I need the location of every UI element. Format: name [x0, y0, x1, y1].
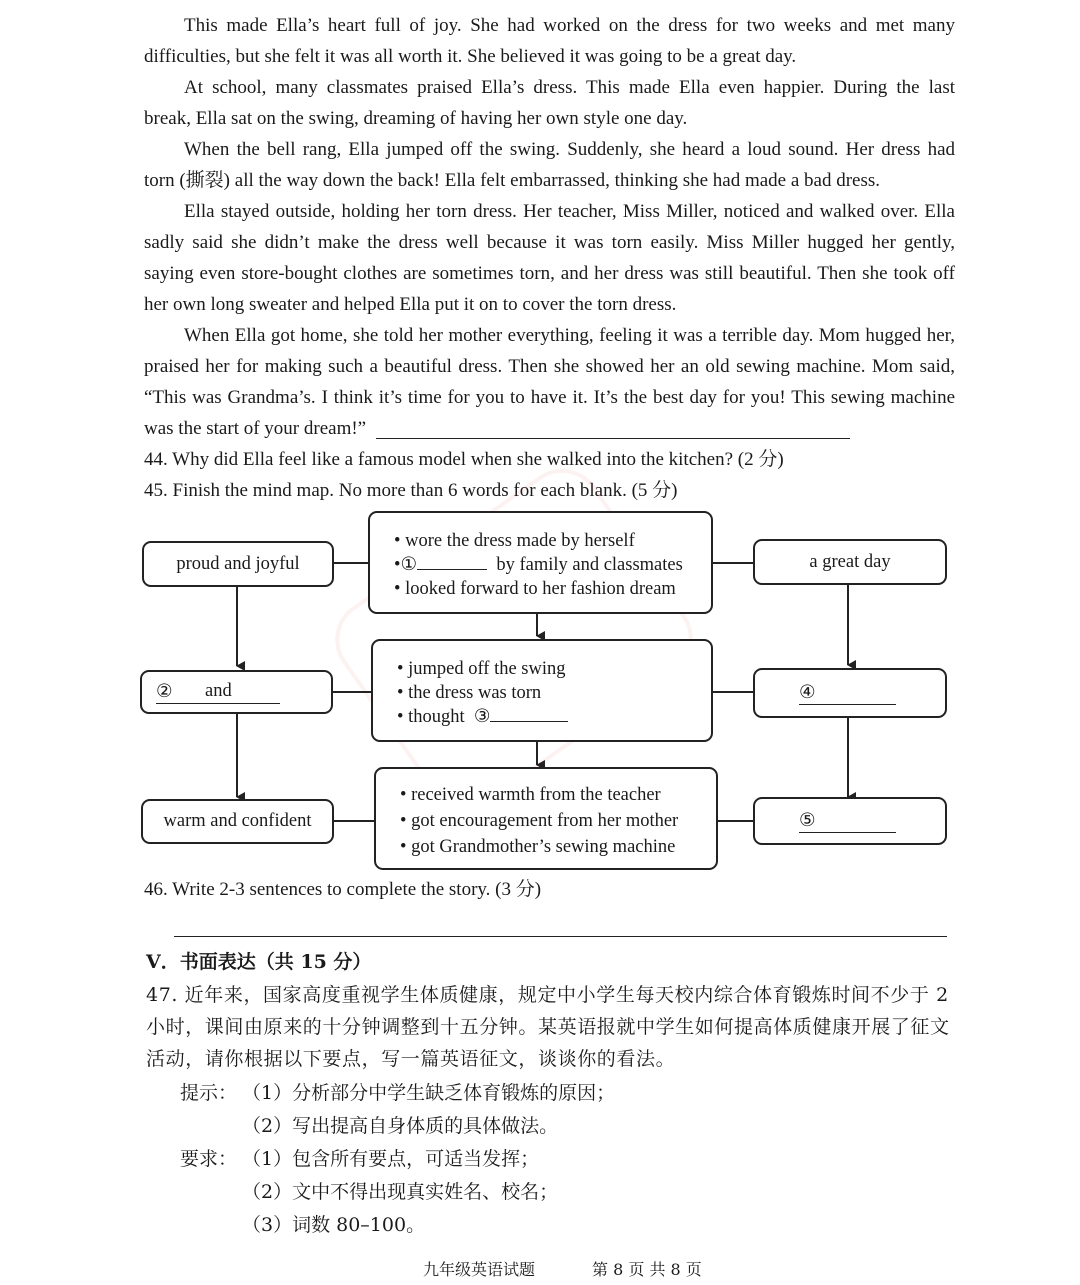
mindmap-box-right-top	[753, 539, 947, 585]
question-46: 46. Write 2-3 sentences to complete the story. (3 分)	[144, 879, 542, 900]
bullet-dot: •	[394, 555, 401, 575]
story-line: At school, many classmates praised Ella’s dress. This made Ella even happier. During the last	[184, 77, 955, 98]
mindmap-text: proud and joyful	[176, 553, 300, 574]
mindmap-text: by family and classmates	[496, 555, 683, 575]
mindmap-text: and	[205, 681, 232, 701]
hint-label: 提示：	[180, 1082, 238, 1104]
story-line: When the bell rang, Ella jumped off the swing. Suddenly, she heard a loud sound. Her dress had	[184, 139, 955, 160]
mindmap-bullet: • looked forward to her fashion dream	[394, 579, 676, 599]
blank-number-1: ①	[400, 555, 418, 575]
requirement-item: （1）包含所有要点，可适当发挥；	[242, 1148, 540, 1170]
story-line: break, Ella sat on the swing, dreaming of having her own style one day.	[144, 108, 688, 129]
answer-blank-4[interactable]	[799, 704, 896, 705]
section-heading: V．书面表达（共 15 分）	[146, 951, 372, 973]
mindmap-box-center-top	[368, 511, 713, 614]
requirement-label: 要求：	[180, 1148, 238, 1170]
story-line: saying even store-bought clothes are sometimes torn, and her dress was still beautiful. Then she took off	[144, 263, 955, 284]
mindmap-text: a great day	[809, 551, 891, 572]
question-45: 45. Finish the mind map. No more than 6 words for each blank. (5 分)	[144, 480, 678, 501]
mindmap-box-left-top	[142, 541, 334, 587]
answer-blank-46[interactable]	[174, 936, 947, 937]
story-line: torn (撕裂) all the way down the back! Ella felt embarrassed, thinking she had made a bad dress.	[144, 170, 881, 191]
story-line: praised her for making such a beautiful dress. Then she showed her an old sewing machine. Mom said,	[144, 356, 955, 377]
story-line: difficulties, but she felt it was all worth it. She believed it was going to be a great day.	[144, 46, 797, 67]
mindmap-box-left-mid	[140, 670, 333, 714]
mindmap-bullet: • the dress was torn	[397, 683, 542, 703]
blank-number-5: ⑤	[799, 811, 816, 831]
blank-number-2: ②	[156, 682, 173, 702]
mindmap-box-center-mid	[371, 639, 713, 742]
mindmap-bullet: • got encouragement from her mother	[400, 811, 679, 831]
mindmap-box-center-bottom	[374, 767, 718, 870]
q47-line: 活动，请你根据以下要点，写一篇英语征文，谈谈你的看法。	[146, 1048, 676, 1070]
mindmap-box-right-mid	[753, 668, 947, 718]
story-line: This made Ella’s heart full of joy. She had worked on the dress for two weeks and met many	[184, 15, 955, 36]
story-line: “This was Grandma’s. I think it’s time for you to have it. It’s the best day for you! This sewing machine	[144, 387, 955, 408]
footer-page-number: 第 8 页 共 8 页	[592, 1260, 702, 1279]
answer-blank-5[interactable]	[799, 832, 896, 833]
mindmap-bullet: • received warmth from the teacher	[400, 785, 661, 805]
requirement-item: （2）文中不得出现真实姓名、校名；	[242, 1181, 559, 1203]
hint-item: （2）写出提高自身体质的具体做法。	[242, 1115, 559, 1137]
answer-blank-2[interactable]	[156, 703, 280, 704]
blank-number-3: ③	[473, 707, 491, 727]
blank-number-4: ④	[799, 683, 816, 703]
story-line: was the start of your dream!”	[144, 418, 367, 439]
story-line: Ella stayed outside, holding her torn dress. Her teacher, Miss Miller, noticed and walked over. Ella	[184, 201, 955, 222]
story-line: her own long sweater and helped Ella put it on to cover the torn dress.	[144, 294, 677, 315]
mindmap-bullet: • wore the dress made by herself	[394, 531, 635, 551]
mindmap-bullet: • got Grandmother’s sewing machine	[400, 837, 676, 857]
mindmap-bullet	[397, 705, 568, 729]
mindmap-box-left-bottom	[141, 799, 334, 844]
hint-item: （1）分析部分中学生缺乏体育锻炼的原因；	[242, 1082, 616, 1104]
question-44: 44. Why did Ella feel like a famous model when she walked into the kitchen? (2 分)	[144, 449, 784, 470]
answer-blank-3[interactable]	[490, 721, 568, 722]
story-line: When Ella got home, she told her mother everything, feeling it was a terrible day. Mom hugged her,	[184, 325, 955, 346]
mindmap-text: warm and confident	[163, 811, 312, 831]
footer-title: 九年级英语试题	[423, 1260, 536, 1279]
mindmap-bullet	[394, 553, 683, 577]
q47-line: 47. 近年来，国家高度重视学生体质健康，规定中小学生每天校内综合体育锻炼时间不少于 2	[146, 984, 949, 1006]
mindmap-box-right-bottom	[753, 797, 947, 845]
mindmap-text: • thought	[397, 707, 465, 727]
story-line: sadly said she didn’t make the dress well because it was torn easily. Miss Miller hugged her gently,	[144, 232, 955, 253]
q47-line: 小时，课间由原来的十分钟调整到十五分钟。某英语报就中学生如何提高体质健康开展了征文	[146, 1016, 950, 1038]
mindmap-bullet: • jumped off the swing	[397, 659, 566, 679]
answer-blank-1[interactable]	[417, 569, 487, 570]
requirement-item: （3）词数 80–100。	[242, 1214, 426, 1236]
